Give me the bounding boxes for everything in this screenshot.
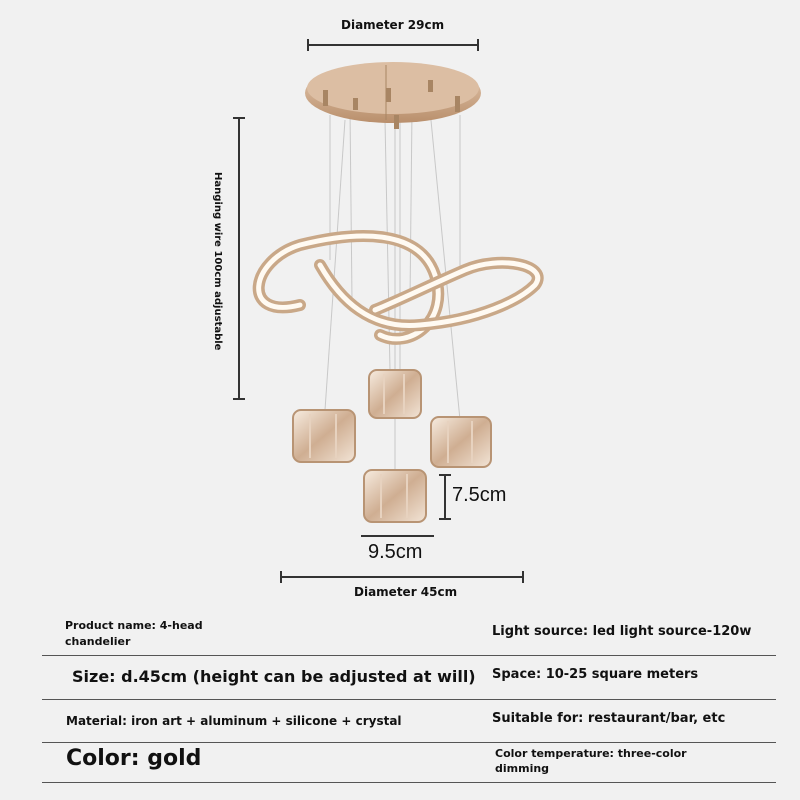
spec-light-source: Light source: led light source-120w (492, 624, 752, 639)
shade-width-line (361, 535, 434, 537)
spec-space: Space: 10-25 square meters (492, 667, 699, 682)
spec-divider-1 (42, 655, 776, 656)
bottom-diameter-line (280, 576, 524, 578)
shade-height-cap-bottom (439, 518, 451, 520)
crystal-shade-3 (431, 417, 491, 467)
spec-material: Material: iron art + aluminum + silicone + crystal (66, 714, 402, 728)
shade-height-line (444, 474, 446, 520)
spec-color-temperature: Color temperature: three-color dimming (495, 747, 687, 775)
spec-color: Color: gold (66, 746, 202, 771)
top-diameter-cap-left (307, 39, 309, 51)
hanging-wire-cap-bottom (233, 398, 245, 400)
spec-size: Size: d.45cm (height can be adjusted at will) (72, 667, 476, 686)
spec-suitable-for: Suitable for: restaurant/bar, etc (492, 711, 726, 726)
top-diameter-line (307, 44, 479, 46)
shade-height-cap-top (439, 474, 451, 476)
crystal-shade-1 (369, 370, 421, 418)
shade-height-label: 7.5cm (452, 484, 507, 506)
spec-product-name: Product name: 4-head chandelier (65, 619, 203, 648)
spec-divider-3 (42, 742, 776, 743)
spec-divider-4 (42, 782, 776, 783)
crystal-shade-2 (293, 410, 355, 462)
ceiling-canopy (305, 62, 481, 129)
crystal-shade-4 (364, 470, 426, 522)
top-diameter-label: Diameter 29cm (341, 18, 445, 32)
bottom-diameter-cap-right (522, 571, 524, 583)
bottom-diameter-label: Diameter 45cm (354, 585, 458, 599)
top-diameter-cap-right (477, 39, 479, 51)
spec-divider-2 (42, 699, 776, 700)
hanging-wire-line (238, 117, 240, 400)
shade-width-label: 9.5cm (368, 541, 423, 563)
hanging-wire-label: Hanging wire 100cm adjustable (212, 172, 223, 351)
bottom-diameter-cap-left (280, 571, 282, 583)
ring-light-loops (259, 236, 538, 339)
hanging-wire-cap-top (233, 117, 245, 119)
